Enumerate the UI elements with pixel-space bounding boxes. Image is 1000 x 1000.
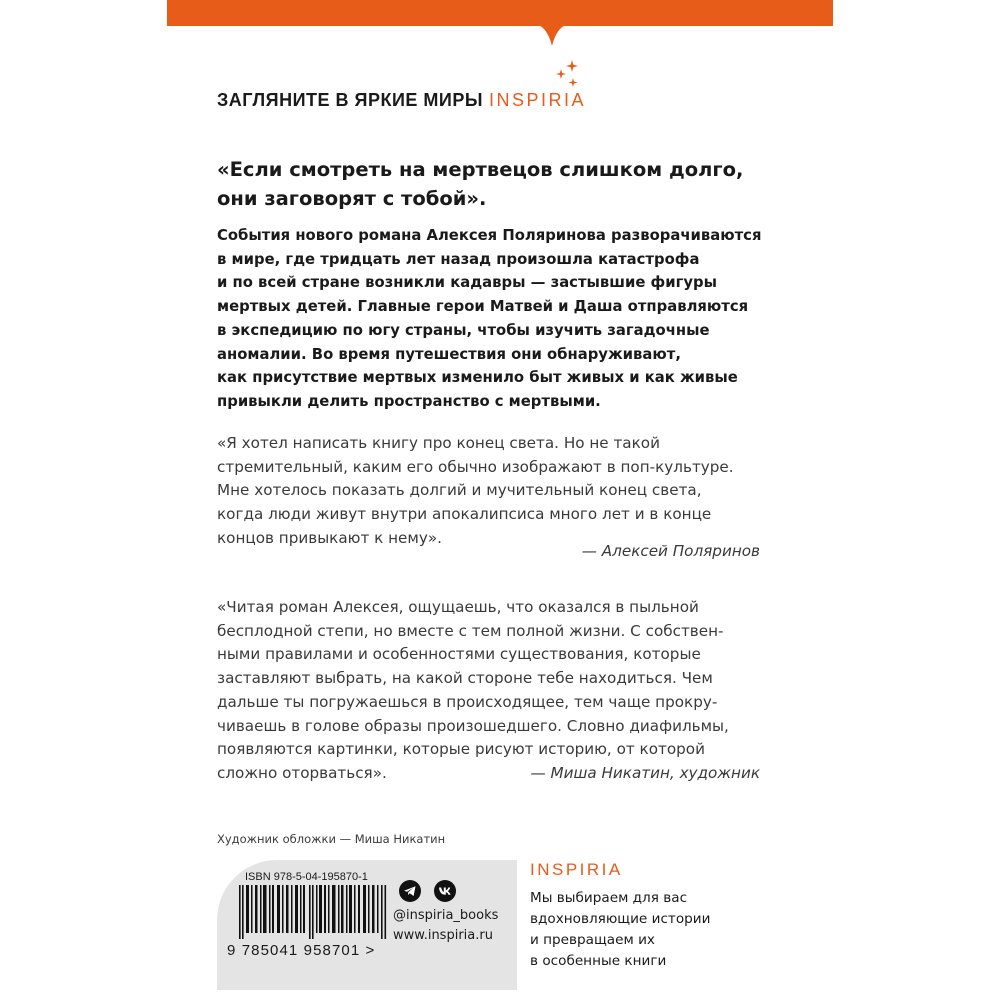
publisher-slogan xyxy=(530,888,760,972)
summary-line: в экспедицию по югу страны, чтобы изучить загадочные xyxy=(217,321,710,339)
artist-quote-attribution: — Миша Никатин, художник xyxy=(530,764,760,782)
barcode-icon xyxy=(239,885,389,939)
hook-quote xyxy=(217,155,777,213)
quote-line: бесплодной степи, но вместе с тем полной жизни. С собствен- xyxy=(217,621,724,640)
summary-line: в мире, где тридцать лет назад произошла катастрофа xyxy=(217,250,700,268)
quote-line: концов привыкают к нему». xyxy=(217,528,442,547)
top-orange-band xyxy=(167,0,833,26)
author-quote-attribution: — Алексей Поляринов xyxy=(581,542,760,560)
summary-line: мертвых детей. Главные герои Матвей и Даша отправляются xyxy=(217,298,749,316)
quote-line: дальше ты погружаешься в происходящее, тем чаще прокру- xyxy=(217,692,718,711)
tagline-text: ЗАГЛЯНИТЕ В ЯРКИЕ МИРЫ xyxy=(217,90,483,110)
quote-line: ными правилами и особенностями существования, которые xyxy=(217,645,701,664)
social-handle-link[interactable]: @inspiria_books xyxy=(393,908,499,923)
hook-line: «Если смотреть на мертвецов слишком долго, xyxy=(217,158,744,181)
artist-quote xyxy=(217,596,777,786)
social-icons xyxy=(399,880,464,902)
telegram-icon[interactable] xyxy=(399,880,421,902)
cover-artist-credit: Художник обложки — Миша Никатин xyxy=(217,832,446,846)
author-quote xyxy=(217,432,777,551)
vk-icon[interactable] xyxy=(434,880,456,902)
band-notch xyxy=(535,24,569,46)
slogan-line: и превращаем их xyxy=(530,932,655,948)
quote-line: стремительный, каким его обычно изображают в поп-культуре. xyxy=(217,457,734,476)
quote-line: «Я хотел написать книгу про конец света. Но не такой xyxy=(217,434,660,452)
summary-line: привыкли делить пространство с мертвыми. xyxy=(217,392,601,410)
book-summary xyxy=(217,224,777,414)
book-back-cover xyxy=(167,0,833,1000)
tagline-brand: INSPIRIA xyxy=(488,90,587,110)
hook-line: они заговорят с тобой». xyxy=(217,187,487,210)
quote-line: Мне хотелось показать долгий и мучительный конец света, xyxy=(217,481,702,500)
quote-line: заставляют выбрать, на какой стороне тебе находиться. Чем xyxy=(217,669,713,688)
summary-line: и по всей стране возникли кадавры — застывшие фигуры xyxy=(217,274,717,292)
summary-line: События нового романа Алексея Поляринова разворачиваются xyxy=(217,227,762,244)
quote-line: когда люди живут внутри апокалипсиса много лет и в конце xyxy=(217,505,712,524)
quote-line: чиваешь в голове образы произошедшего. Словно диафильмы, xyxy=(217,716,729,735)
sparkles-icon xyxy=(553,58,583,90)
series-tagline xyxy=(217,90,586,114)
slogan-line: Мы выбираем для вас xyxy=(530,890,688,906)
summary-line: как присутствие мертвых изменило быт живых и как живые xyxy=(217,369,738,387)
summary-line: аномалии. Во время путешествия они обнаруживают, xyxy=(217,345,681,363)
publisher-logo: INSPIRIA xyxy=(530,860,623,879)
slogan-line: вдохновляющие истории xyxy=(530,911,711,927)
website-link[interactable]: www.inspiria.ru xyxy=(393,928,493,943)
quote-line: «Читая роман Алексея, ощущаешь, что оказался в пыльной xyxy=(217,598,699,616)
isbn-number: ISBN 978-5-04-195870-1 xyxy=(245,871,368,883)
quote-line: сложно оторваться». xyxy=(217,763,387,782)
barcode-digits: 9 785041 958701 > xyxy=(227,942,376,959)
slogan-line: в особенные книги xyxy=(530,953,667,969)
quote-line: появляются картинки, которые рисуют историю, от которой xyxy=(217,740,705,759)
social-links xyxy=(393,906,498,946)
publisher-block xyxy=(530,860,760,972)
